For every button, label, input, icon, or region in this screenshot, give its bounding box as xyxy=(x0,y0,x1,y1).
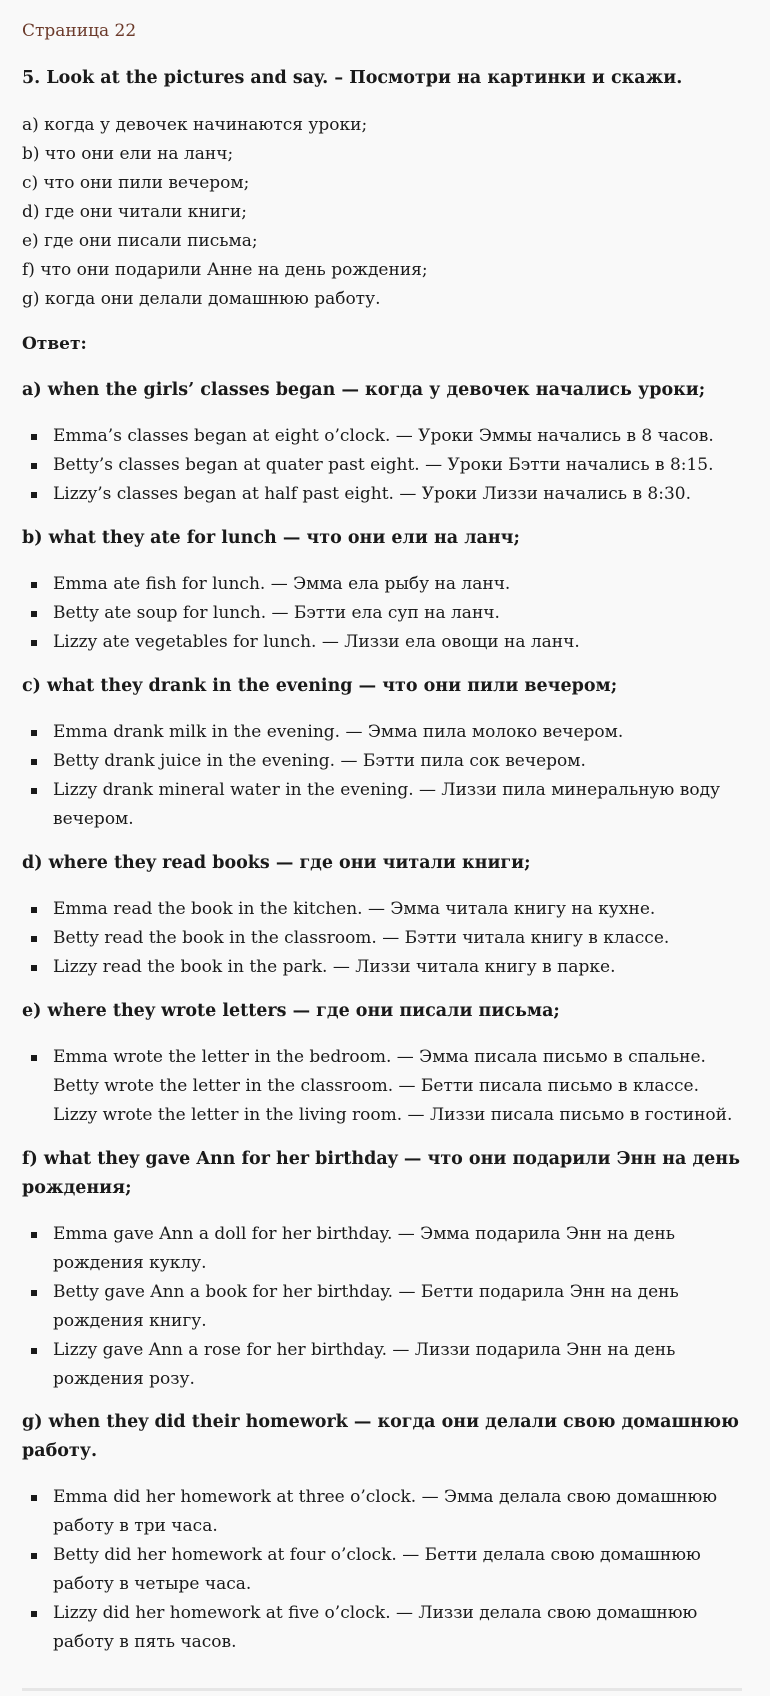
section-e xyxy=(22,997,750,1130)
list-item: Lizzy drank mineral water in the evening. — Лиззи пила минеральную воду вечером. xyxy=(53,776,750,834)
list-item: Emma’s classes began at eight o’clock. — Уроки Эммы начались в 8 часов. xyxy=(53,422,750,451)
list-item: Betty ate soup for lunch. — Бэтти ела суп на ланч. xyxy=(53,599,750,628)
list-item: Lizzy read the book in the park. — Лиззи читала книгу в парке. xyxy=(53,953,750,982)
intro-item: c) что они пили вечером; xyxy=(22,173,250,193)
task-title: 5. Look at the pictures and say. – Посмотри на картинки и скажи. xyxy=(22,68,683,88)
section-heading: b) what they ate for lunch — что они ели на ланч; xyxy=(22,528,520,548)
section-c xyxy=(22,672,750,834)
intro-item: b) что они ели на ланч; xyxy=(22,144,234,164)
section-list xyxy=(22,422,750,509)
intro-item: g) когда они делали домашнюю работу. xyxy=(22,289,381,309)
intro-item: f) что они подарили Анне на день рождения; xyxy=(22,260,428,280)
list-item: Betty did her homework at four o’clock. — Бетти делала свою домашнюю работу в четыре часа. xyxy=(53,1541,750,1599)
list-item: Emma gave Ann a doll for her birthday. — Эмма подарила Энн на день рождения куклу. xyxy=(53,1220,750,1278)
list-item: Emma did her homework at three o’clock. — Эмма делала свою домашнюю работу в три часа. xyxy=(53,1483,750,1541)
section-heading: a) when the girls’ classes began — когда у девочек начались уроки; xyxy=(22,380,706,400)
list-item: Emma drank milk in the evening. — Эмма пила молоко вечером. xyxy=(53,718,750,747)
intro-item: d) где они читали книги; xyxy=(22,202,247,222)
list-item: Lizzy did her homework at five o’clock. — Лиззи делала свою домашнюю работу в пять часов. xyxy=(53,1599,750,1657)
section-d xyxy=(22,849,750,982)
section-heading: g) when they did their homework — когда они делали свою домашнюю работу. xyxy=(22,1412,739,1461)
section-list xyxy=(22,1483,750,1657)
section-heading: e) where they wrote letters — где они писали письма; xyxy=(22,1001,560,1021)
section-list xyxy=(22,895,750,982)
list-item: Betty wrote the letter in the classroom. — Бетти писала письмо в классе. xyxy=(53,1076,700,1096)
page-label: Страница 22 xyxy=(22,21,137,41)
section-heading: c) what they drank in the evening — что они пили вечером; xyxy=(22,676,618,696)
list-item: Betty gave Ann a book for her birthday. — Бетти подарила Энн на день рождения книгу. xyxy=(53,1278,750,1336)
section-list xyxy=(22,1043,750,1130)
section-a xyxy=(22,376,750,509)
section-heading: d) where they read books — где они читали книги; xyxy=(22,853,531,873)
list-item: Emma read the book in the kitchen. — Эмма читала книгу на кухне. xyxy=(53,895,750,924)
intro-item: a) когда у девочек начинаются уроки; xyxy=(22,115,368,135)
bottom-divider xyxy=(22,1688,742,1691)
intro-item: e) где они писали письма; xyxy=(22,231,258,251)
section-g xyxy=(22,1408,750,1657)
list-item: Emma wrote the letter in the bedroom. — Эмма писала письмо в спальне. xyxy=(53,1043,750,1072)
intro-list xyxy=(22,111,428,314)
list-item: Lizzy ate vegetables for lunch. — Лиззи ела овощи на ланч. xyxy=(53,628,750,657)
section-list xyxy=(22,718,750,834)
list-item: Lizzy gave Ann a rose for her birthday. — Лиззи подарила Энн на день рождения розу. xyxy=(53,1336,750,1394)
section-b xyxy=(22,524,750,657)
list-item: Emma ate fish for lunch. — Эмма ела рыбу на ланч. xyxy=(53,570,750,599)
list-item: Betty read the book in the classroom. — Бэтти читала книгу в классе. xyxy=(53,924,750,953)
section-heading: f) what they gave Ann for her birthday — что они подарили Энн на день рождения; xyxy=(22,1149,740,1198)
section-list xyxy=(22,570,750,657)
section-list xyxy=(22,1220,750,1394)
list-item: Betty’s classes began at quater past eight. — Уроки Бэтти начались в 8:15. xyxy=(53,451,750,480)
list-item: Betty drank juice in the evening. — Бэтти пила сок вечером. xyxy=(53,747,750,776)
answer-label: Ответ: xyxy=(22,334,87,354)
list-item: Lizzy wrote the letter in the living room. — Лиззи писала письмо в гостиной. xyxy=(53,1105,733,1125)
list-item: Lizzy’s classes began at half past eight. — Уроки Лиззи начались в 8:30. xyxy=(53,480,750,509)
section-f xyxy=(22,1145,750,1394)
